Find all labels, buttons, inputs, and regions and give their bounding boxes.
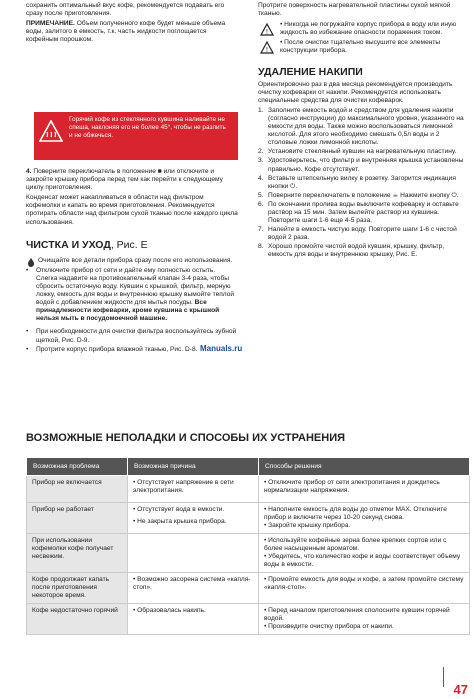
solution-text: Промойте емкость для воды и кофе, а затем промойте систему «капля-стоп». — [264, 576, 464, 591]
descaling-steps — [258, 107, 470, 260]
warning-text: • Никогда не погружайте корпус прибора в воду или иную жидкость во избежание опасности поражения током. — [280, 21, 457, 37]
solution-item — [264, 522, 464, 530]
step-number: 7. — [258, 226, 264, 234]
list-item — [258, 148, 470, 156]
condensate-paragraph: Конденсат может накапливаться в области над фильтром кофемолки и капать во время приготовления. Рекомендуется протирать области над фильтром сухой тканью после каждого цикла использования. — [26, 194, 238, 226]
bullet-mark: • — [264, 623, 269, 630]
step-text: Удостоверьтесь, что фильтр и внутренняя крышка установлены правильно. Кофе отсутствует. — [268, 157, 464, 173]
warning-text-2: После очистки тщательно высушите все элементы конструкции прибора. — [280, 39, 441, 55]
step-text: Налейте в емкость чистую воду. Повторите шаги 1-6 с чистой водой 2 раза. — [268, 226, 457, 242]
caution-icon — [260, 23, 274, 36]
solution-item — [264, 576, 464, 592]
step-number: 2. — [258, 148, 264, 156]
solution-item — [264, 537, 464, 553]
list-item — [258, 226, 470, 242]
note — [26, 20, 238, 44]
column-header: Возможная причина — [128, 458, 259, 476]
bullet-mark: • — [133, 607, 138, 614]
solution-text: Закройте крышку прибора. — [268, 522, 351, 529]
list-item — [26, 267, 238, 324]
heading-text: ЧИСТКА И УХОД — [26, 238, 111, 251]
table-row — [27, 604, 470, 635]
list-item — [258, 157, 470, 173]
paragraph: сохранить оптимальный вкус кофе, рекомендуется подавать его сразу после приготовления. — [26, 2, 225, 18]
problem-cell: Кофе продолжает капать после приготовления некоторое время. — [27, 573, 128, 604]
solution-item — [264, 506, 464, 522]
solution-text: Убедитесь, что количество кофе и воды соответствует объему воды в емкости. — [264, 553, 461, 568]
table-row — [27, 503, 470, 534]
problem-cell: При использовании кофемолки кофе получает несвежим. — [27, 534, 128, 573]
troubleshooting-table — [26, 457, 470, 635]
warning-box — [34, 112, 238, 160]
bullet-mark: • — [264, 506, 269, 513]
page-number: 47 — [453, 682, 468, 697]
step-text: Вставьте штепсельную вилку в розетку. Загорится индикация кнопки ⏻. — [268, 174, 456, 190]
solution-text: Используйте кофейные зерна более крепких сортов или с более насыщенным ароматом. — [264, 537, 447, 552]
bullet-mark: • — [26, 328, 29, 336]
right-column — [258, 2, 470, 261]
solution-text: Отключите прибор от сети электропитания и дождитесь нормализации напряжения. — [264, 479, 440, 494]
cause-text: Не закрыта крышка прибора. — [137, 518, 227, 525]
table-header-row — [27, 458, 470, 476]
warning-note — [258, 39, 470, 55]
step-number: 3. — [258, 157, 264, 165]
step-text: Установите стеклянный кувшин на нагревательную пластину. — [268, 148, 457, 156]
drop-icon — [26, 257, 36, 267]
bullet-mark: • — [264, 607, 269, 614]
column-header: Способы решения — [259, 458, 470, 476]
step-text: Поверните переключатель в положение ■ или отключите и закройте крышку прибора перед тем как перейти к следующему циклу приготовления. — [26, 168, 223, 192]
svg-text:!: ! — [266, 47, 268, 55]
table-row — [27, 534, 470, 573]
cause-text: Отсутствует напряжение в сети электропитания. — [133, 479, 234, 494]
list-item — [258, 175, 470, 191]
page-bar — [443, 667, 444, 687]
bullet-mark: • — [133, 479, 138, 486]
cause-cell — [128, 604, 259, 635]
cause-text: Отсутствует вода в емкости. — [137, 506, 225, 513]
problem-cell: Прибор не включается — [27, 476, 128, 503]
step-text: По окончании пролива воды выключите кофеварку и оставьте раствор на 15 мин. Затем вылейте раствор из кувшина. Повторите шаги 1-6 еще 4-5 раза. — [268, 200, 459, 225]
solution-text: Наполните емкость для воды до отметки MAX. Отключите прибор и включите через 10-20 секунд снова. — [264, 506, 447, 521]
cause-item — [133, 506, 253, 514]
solution-text: Перед началом приготовления сполосните кувшин горячей водой. — [264, 607, 450, 622]
cause-item — [133, 479, 253, 495]
solution-cell — [259, 534, 470, 573]
cause-item — [133, 576, 253, 592]
cause-item — [133, 607, 253, 615]
bullet-mark: • — [133, 576, 138, 583]
section-heading-cleaning — [26, 239, 238, 251]
bullet-mark: • — [133, 518, 138, 525]
intro-paragraph: Ориентировочно раз в два месяца рекомендуется производить очистку кофеварки от накипи. Рекомендуется использовать специальные средства для очистки кофеварок. — [258, 80, 453, 104]
solution-item — [264, 623, 464, 631]
dry-text: Очищайте все детали прибора сразу после его использования. — [38, 256, 233, 264]
column-header: Возможная проблема — [27, 458, 128, 476]
step-number: 6. — [258, 200, 264, 208]
step-number: 8. — [258, 243, 264, 251]
solution-item — [264, 553, 464, 569]
list-item — [26, 328, 238, 344]
solution-cell — [259, 604, 470, 635]
step-number: 4. — [26, 168, 32, 175]
step-text: Поверните переключатель в положение ☕ Нажмите кнопку ⏻. — [268, 191, 459, 199]
step-number: 1. — [258, 106, 264, 114]
svg-text:!: ! — [266, 29, 268, 37]
warning-text: • После очистки тщательно высушите все элементы конструкции прибора. — [280, 39, 441, 55]
bullet-mark: • — [133, 506, 138, 513]
problem-cell: Прибор не работает — [27, 503, 128, 534]
left-column-2 — [26, 168, 238, 355]
hot-surface-warning-icon — [39, 120, 63, 142]
solution-cell — [259, 476, 470, 503]
solution-text: Произведите очистку прибора от накипи. — [268, 623, 394, 630]
cause-cell — [128, 476, 259, 503]
cause-text: Образовалась накипь. — [137, 607, 206, 614]
item-text: При необходимости для очистки фильтра воспользуйтесь зубной щеткой, Рис. D-9. — [36, 328, 237, 344]
warning-text: Горячий кофе из стеклянного кувшина наливайте не спеша, наклоняя его не более 45°, чтобы не разлить и не обжечься. — [69, 116, 226, 139]
bullet-mark: • — [26, 266, 29, 274]
step-text: Хорошо промойте чистой водой кувшин, крышку, фильтр, емкость для воды и внутреннюю крышку, Рис. E. — [268, 243, 445, 259]
step-4 — [26, 168, 238, 192]
bullet-mark: • — [264, 553, 269, 560]
cause-cell — [128, 573, 259, 604]
item-text: Отключите прибор от сети и дайте ему полностью остыть. Слегка надавите на противокапельный клапан 3-4 раза, чтобы сбросить остаточную воду. Кувшин с крышкой, фильтр, мерную ложку, емкость для воды и внутреннюю крышку вымойте теплой водой с добавлением жидкости для мытья посуды. — [36, 266, 235, 307]
list-item — [258, 201, 470, 225]
list-item — [258, 243, 470, 259]
step-text: Заполните емкость водой и средством для удаления накипи (согласно инструкции) до максимального уровня, указанного на емкости для воды. Также можно воспользоваться лимонной кислотой. Для этого необходимо смешать 0,5л воды и 2 столовые ложки лимонной кислоты. — [268, 106, 464, 147]
cause-cell — [128, 503, 259, 534]
note-text: Объем полученного кофе будет меньше объема воды, залитого в емкость, т.к. часть жидкости поглощается кофейным порошком. — [26, 20, 226, 44]
warning-text-1: Никогда не погружайте корпус прибора в воду или иную жидкость во избежание опасности поражения током. — [280, 21, 457, 37]
item-text: Протрите корпус прибора влажной тканью, Рис. D-8. — [36, 345, 198, 353]
table-row — [27, 476, 470, 503]
cause-text: Возможно засорена система «капля-стоп». — [133, 576, 251, 591]
list-item — [258, 192, 470, 200]
problem-cell: Кофе недостаточно горячий — [27, 604, 128, 635]
solution-cell — [259, 503, 470, 534]
solution-item — [264, 607, 464, 623]
dry-note — [26, 257, 238, 265]
bullet-mark: • — [264, 576, 269, 583]
section-heading-descaling: УДАЛЕНИЕ НАКИПИ — [258, 65, 363, 78]
caution-icon — [260, 41, 274, 54]
item-bold-text: Все принадлежности кофеварки, кроме кувшина с крышкой нельзя мыть в посудомоечной машине. — [36, 299, 220, 323]
bullet-mark: • — [26, 345, 29, 353]
heading-figure: , Рис. E — [110, 238, 148, 251]
bullet-mark: • — [264, 479, 269, 486]
step-number: 5. — [258, 191, 264, 199]
cleaning-list — [26, 267, 238, 354]
step-number: 4. — [258, 174, 264, 182]
cause-item — [133, 518, 253, 526]
bullet-mark: • — [264, 522, 269, 529]
section-heading-troubles: ВОЗМОЖНЫЕ НЕПОЛАДКИ И СПОСОБЫ ИХ УСТРАНЕНИЯ — [26, 432, 345, 444]
list-item — [258, 107, 470, 147]
solution-cell — [259, 573, 470, 604]
watermark: Manuals.ru — [200, 344, 243, 353]
left-column — [26, 2, 238, 46]
paragraph: Протрите поверхность нагревательной пластины сухой мягкой тканью. — [258, 2, 451, 18]
solution-item — [264, 479, 464, 495]
table-row — [27, 573, 470, 604]
bullet-mark: • — [264, 537, 269, 544]
troubleshooting-heading-wrap — [26, 432, 470, 444]
note-label: ПРИМЕЧАНИЕ. — [26, 20, 75, 28]
cause-cell — [128, 534, 259, 573]
warning-note — [258, 21, 470, 37]
